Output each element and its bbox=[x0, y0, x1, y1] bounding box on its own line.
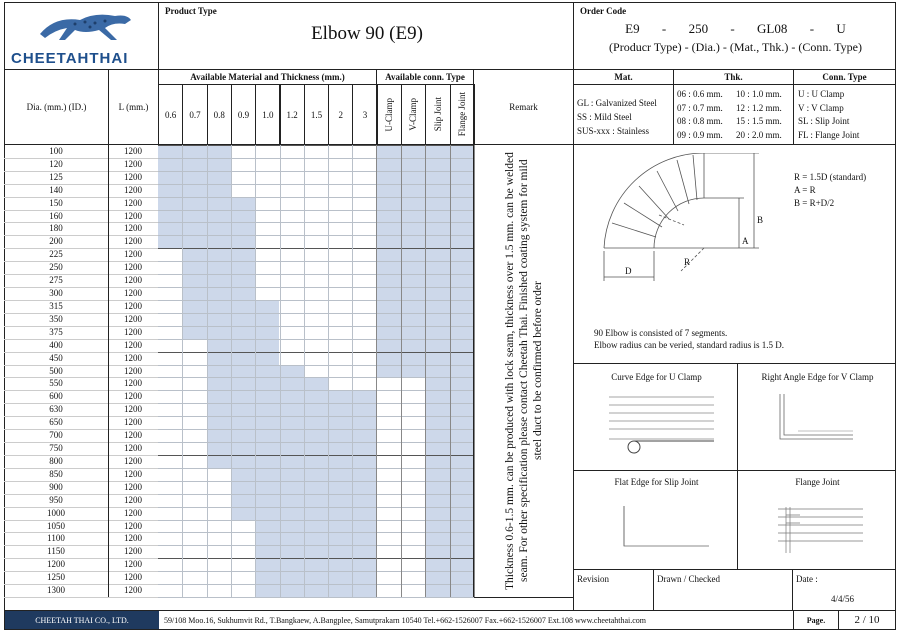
grid-line bbox=[158, 274, 474, 275]
availability-grid bbox=[158, 145, 474, 597]
len-cell: 1200 bbox=[124, 326, 142, 337]
footer-page-label: Page. bbox=[793, 611, 838, 629]
conn-type-header bbox=[376, 84, 402, 145]
dia-cell: 275 bbox=[49, 275, 63, 286]
thickness-range-bar bbox=[255, 571, 377, 584]
dia-cell: 350 bbox=[49, 313, 63, 324]
len-cell: 1200 bbox=[124, 236, 142, 247]
legend-thk-item: 07 : 0.7 mm. bbox=[677, 102, 723, 113]
legend-thk-item: 09 : 0.9 mm. bbox=[677, 129, 723, 140]
cheetah-logo-icon bbox=[35, 6, 135, 46]
thickness-range-bar bbox=[255, 545, 377, 558]
grid-line bbox=[158, 507, 474, 508]
slip-joint-title: Flat Edge for Slip Joint bbox=[614, 477, 699, 487]
dia-cell: 450 bbox=[49, 352, 63, 363]
order-code-part: GL08 bbox=[757, 21, 788, 36]
legend-thk-header: Thk. bbox=[673, 69, 794, 85]
len-cell: 1200 bbox=[124, 313, 142, 324]
grid-line bbox=[158, 145, 474, 146]
thickness-range-bar bbox=[182, 248, 255, 261]
date-label: Date : bbox=[796, 574, 818, 584]
legend-thk-item: 06 : 0.6 mm. bbox=[677, 89, 723, 99]
grid-line bbox=[425, 145, 426, 597]
slip-joint-box bbox=[573, 470, 738, 570]
legend-mat-list bbox=[577, 96, 657, 138]
dia-cell: 750 bbox=[49, 443, 63, 454]
thickness-range-bar bbox=[255, 532, 377, 545]
remark-cell bbox=[478, 150, 570, 592]
thickness-header: 1.2 bbox=[280, 84, 305, 145]
thickness-header: 3 bbox=[352, 84, 377, 145]
footer-address: 59/108 Moo.16, Sukhumvit Rd., T.Bangkaew, A.Bangplee, Samutprakarn 10540 Tel.+662-1526007 Fax.+662-1526007 Ext.108 www.cheetahthai.com bbox=[164, 615, 647, 625]
grid-line bbox=[158, 416, 474, 417]
drawn-label: Drawn / Checked bbox=[657, 574, 720, 584]
thickness-range-bar bbox=[158, 158, 231, 171]
dim-b-label: B bbox=[757, 215, 764, 225]
thickness-range-bar bbox=[207, 352, 280, 365]
grid-line bbox=[158, 481, 474, 482]
grid-line bbox=[158, 377, 474, 378]
len-cell: 1200 bbox=[124, 352, 142, 363]
grid-line bbox=[158, 545, 474, 546]
dia-cell: 700 bbox=[49, 430, 63, 441]
v-clamp-title: Right Angle Edge for V Clamp bbox=[761, 372, 874, 382]
dia-cell: 950 bbox=[49, 494, 63, 505]
dia-cell: 1000 bbox=[47, 507, 65, 518]
len-cell: 1200 bbox=[124, 430, 142, 441]
thickness-range-bar bbox=[255, 584, 377, 597]
grid-line bbox=[158, 339, 474, 340]
formula-list bbox=[794, 171, 866, 210]
grid-line bbox=[450, 145, 451, 597]
grid-line bbox=[401, 145, 402, 597]
len-cell: 1200 bbox=[124, 455, 142, 466]
len-cell: 1200 bbox=[124, 533, 142, 544]
dim-r-label: R bbox=[684, 257, 691, 267]
order-code-part: - bbox=[730, 21, 735, 36]
dia-cell: 150 bbox=[49, 197, 63, 208]
row-divider bbox=[4, 597, 158, 598]
grid-line bbox=[158, 287, 474, 288]
order-code-part: - bbox=[809, 21, 815, 36]
dia-cell: 160 bbox=[49, 210, 63, 221]
dia-cell: 400 bbox=[49, 339, 63, 350]
grid-line bbox=[158, 184, 474, 185]
dia-cell: 200 bbox=[49, 236, 63, 247]
dia-cell: 125 bbox=[49, 171, 63, 182]
grid-line bbox=[158, 300, 474, 301]
thickness-header: 0.9 bbox=[231, 84, 256, 145]
logo-box bbox=[4, 2, 159, 70]
logo-text: CHEETAHTHAI bbox=[11, 50, 129, 67]
thickness-range-bar bbox=[182, 261, 255, 274]
grid-line bbox=[158, 365, 474, 366]
len-cell: 1200 bbox=[124, 300, 142, 311]
legend-thk-list-1 bbox=[677, 88, 723, 142]
grid-line bbox=[158, 494, 474, 495]
thickness-range-bar bbox=[255, 520, 377, 533]
legend-conn-header: Conn. Type bbox=[793, 69, 896, 85]
thickness-range-bar bbox=[207, 339, 280, 352]
len-cell: 1200 bbox=[124, 546, 142, 557]
thickness-range-bar bbox=[182, 287, 255, 300]
grid-line bbox=[158, 520, 474, 521]
grid-line bbox=[158, 326, 474, 327]
legend-conn-item: SL : Slip Joint bbox=[798, 116, 850, 126]
len-cell: 1200 bbox=[124, 223, 142, 234]
conn-type-label: Slip Joint bbox=[432, 97, 443, 132]
grid-line bbox=[158, 455, 474, 456]
grid-line bbox=[231, 145, 232, 597]
len-cell: 1200 bbox=[124, 391, 142, 402]
conn-type-header bbox=[425, 84, 451, 145]
grid-line bbox=[158, 313, 474, 314]
date-cell bbox=[792, 569, 896, 611]
grid-line bbox=[158, 248, 474, 249]
grid-line bbox=[376, 145, 377, 597]
legend-conn-item: V : V Clamp bbox=[798, 102, 844, 113]
dia-cell: 1250 bbox=[47, 572, 65, 583]
order-code-part: - bbox=[661, 21, 667, 36]
dia-cell: 800 bbox=[49, 455, 63, 466]
col-divider bbox=[108, 145, 109, 597]
dia-cell: 180 bbox=[49, 223, 63, 234]
len-cell: 1200 bbox=[124, 171, 142, 182]
grid-line bbox=[158, 532, 474, 533]
grid-line bbox=[158, 261, 474, 262]
legend-mat-item: SS : Mild Steel bbox=[577, 112, 632, 122]
dia-cell: 1150 bbox=[47, 546, 65, 557]
material-header: Available Material and Thickness (mm.) bbox=[158, 69, 377, 85]
footer-company: CHEETAH THAI CO., LTD. bbox=[5, 611, 159, 629]
conn-type-label: Flange Joint bbox=[457, 92, 468, 137]
len-cell: 1200 bbox=[124, 339, 142, 350]
grid-line bbox=[158, 597, 474, 598]
thickness-range-bar bbox=[255, 558, 377, 571]
thickness-header: 2 bbox=[328, 84, 353, 145]
thickness-range-bar bbox=[207, 442, 377, 455]
legend-mat-item: GL : Galvanized Steel bbox=[577, 98, 657, 108]
len-cell: 1200 bbox=[124, 378, 142, 389]
elbow-note-1: 90 Elbow is consisted of 7 segments. bbox=[594, 328, 728, 338]
u-clamp-box bbox=[573, 363, 738, 471]
elbow-note-2: Elbow radius can be veried, standard radius is 1.5 D. bbox=[594, 340, 784, 350]
thickness-range-bar bbox=[158, 145, 231, 158]
thickness-range-bar bbox=[207, 416, 377, 429]
grid-line bbox=[158, 210, 474, 211]
conn-header: Available conn. Type bbox=[376, 69, 474, 85]
len-cell: 1200 bbox=[124, 443, 142, 454]
order-code-label: Order Code bbox=[580, 6, 627, 16]
thickness-header: 0.8 bbox=[207, 84, 232, 145]
col-dia-header: Dia. (mm.) (ID.) bbox=[4, 69, 109, 145]
order-code-part: E9 bbox=[625, 21, 640, 36]
u-clamp-title: Curve Edge for U Clamp bbox=[611, 372, 702, 382]
dia-cell: 1300 bbox=[47, 585, 65, 596]
footer bbox=[4, 610, 896, 630]
dia-cell: 500 bbox=[49, 365, 63, 376]
grid-line bbox=[158, 558, 474, 559]
flange-joint-icon bbox=[768, 499, 868, 559]
len-cell: 1200 bbox=[124, 197, 142, 208]
dia-cell: 315 bbox=[49, 300, 63, 311]
len-cell: 1200 bbox=[124, 404, 142, 415]
product-title: Elbow 90 (E9) bbox=[311, 23, 423, 44]
legend-conn-item: U : U Clamp bbox=[798, 89, 845, 99]
flange-joint-title: Flange Joint bbox=[795, 477, 840, 487]
legend-thk-item: 08 : 0.8 mm. bbox=[677, 116, 723, 126]
product-type-label: Product Type bbox=[165, 6, 217, 16]
len-cell: 1200 bbox=[124, 507, 142, 518]
legend-mat-item: SUS-xxx : Stainless bbox=[577, 126, 650, 136]
len-cell: 1200 bbox=[124, 262, 142, 273]
len-cell: 1200 bbox=[124, 520, 142, 531]
thickness-range-bar bbox=[207, 455, 377, 468]
grid-line bbox=[158, 158, 474, 159]
len-cell: 1200 bbox=[124, 585, 142, 596]
dia-cell: 100 bbox=[49, 146, 63, 156]
len-cell: 1200 bbox=[124, 468, 142, 479]
remark-header: Remark bbox=[473, 69, 574, 145]
dia-cell: 550 bbox=[49, 378, 63, 389]
thickness-header: 1.5 bbox=[304, 84, 329, 145]
thickness-range-bar bbox=[207, 390, 377, 403]
v-clamp-box bbox=[737, 363, 896, 471]
len-cell: 1200 bbox=[124, 210, 142, 221]
legend-thk-item: 15 : 1.5 mm. bbox=[736, 116, 782, 126]
thickness-range-bar bbox=[158, 171, 231, 184]
thickness-range-bar bbox=[207, 377, 329, 390]
legend-conn-item: FL : Flange Joint bbox=[798, 129, 860, 140]
dia-cell: 300 bbox=[49, 288, 63, 299]
order-box bbox=[573, 2, 896, 70]
flange-joint-box bbox=[737, 470, 896, 570]
grid-line bbox=[182, 145, 183, 597]
col-len-header: L (mm.) bbox=[108, 69, 159, 145]
order-code-legend: (Producr Type) - (Dia.) - (Mat., Thk.) - (Conn. Type) bbox=[609, 40, 862, 54]
grid-line bbox=[158, 235, 474, 236]
dia-cell: 1050 bbox=[47, 520, 65, 531]
len-cell: 1200 bbox=[124, 365, 142, 376]
dia-cell: 225 bbox=[49, 249, 63, 260]
grid-line bbox=[158, 429, 474, 430]
dim-a-label: A bbox=[742, 236, 749, 246]
thickness-range-bar bbox=[158, 184, 231, 197]
grid-line bbox=[255, 145, 256, 597]
elbow-drawing-icon bbox=[589, 153, 789, 318]
conn-type-header bbox=[401, 84, 427, 145]
dia-cell: 250 bbox=[49, 262, 63, 273]
grid-line bbox=[280, 145, 281, 597]
len-cell: 1200 bbox=[124, 184, 142, 195]
grid-line bbox=[474, 145, 475, 597]
legend-conn-cell bbox=[793, 84, 896, 145]
legend-thk-item: 10 : 1.0 mm. bbox=[736, 89, 782, 99]
legend-thk-item: 20 : 2.0 mm. bbox=[736, 129, 782, 140]
legend-thk-cell bbox=[673, 84, 794, 145]
grid-line bbox=[352, 145, 353, 597]
formula-line: R = 1.5D (standard) bbox=[794, 172, 867, 182]
grid-line bbox=[158, 442, 474, 443]
footer-page: 2 / 10 bbox=[838, 611, 895, 629]
revision-cell bbox=[573, 569, 654, 611]
col-divider bbox=[473, 145, 474, 597]
grid-line bbox=[207, 145, 208, 597]
dia-cell: 1200 bbox=[47, 559, 65, 570]
v-clamp-edge-icon bbox=[768, 389, 868, 449]
date-value: 4/4/56 bbox=[831, 594, 855, 604]
grid-line bbox=[328, 145, 329, 597]
grid-line bbox=[304, 145, 305, 597]
thickness-range-bar bbox=[207, 403, 377, 416]
dia-cell: 650 bbox=[49, 417, 63, 428]
thickness-range-bar bbox=[182, 274, 255, 287]
order-code-part: 250 bbox=[688, 21, 709, 36]
len-cell: 1200 bbox=[124, 249, 142, 260]
product-box bbox=[158, 2, 574, 70]
legend-mat-header: Mat. bbox=[573, 69, 674, 85]
grid-line bbox=[158, 171, 474, 172]
thickness-header: 0.6 bbox=[158, 84, 183, 145]
drawn-cell bbox=[653, 569, 793, 611]
len-cell: 1200 bbox=[124, 559, 142, 570]
grid-line bbox=[158, 197, 474, 198]
legend-conn-list bbox=[798, 88, 859, 142]
len-cell: 1200 bbox=[124, 481, 142, 492]
legend-thk-list-2 bbox=[736, 88, 782, 142]
revision-label: Revision bbox=[577, 574, 610, 584]
dia-cell: 600 bbox=[49, 391, 63, 402]
dia-cell: 375 bbox=[49, 326, 63, 337]
dia-cell: 140 bbox=[49, 184, 63, 195]
len-cell: 1200 bbox=[124, 288, 142, 299]
elbow-drawing-box bbox=[573, 144, 896, 364]
len-cell: 1200 bbox=[124, 417, 142, 428]
grid-line bbox=[158, 403, 474, 404]
u-clamp-edge-icon bbox=[604, 389, 724, 459]
thickness-header: 0.7 bbox=[182, 84, 207, 145]
conn-type-label: V-Clamp bbox=[408, 98, 419, 131]
grid-line bbox=[158, 468, 474, 469]
len-cell: 1200 bbox=[124, 572, 142, 583]
formula-line: B = R+D/2 bbox=[794, 198, 835, 208]
conn-type-label: U-Clamp bbox=[383, 97, 394, 132]
thickness-header: 1.0 bbox=[255, 84, 280, 145]
len-cell: 1200 bbox=[124, 158, 142, 169]
dia-cell: 630 bbox=[49, 404, 63, 415]
dia-cell: 850 bbox=[49, 468, 63, 479]
grid-line bbox=[158, 222, 474, 223]
grid-line bbox=[158, 390, 474, 391]
legend-mat-cell bbox=[573, 84, 674, 145]
legend-thk-item: 12 : 1.2 mm. bbox=[736, 102, 782, 113]
grid-line bbox=[158, 571, 474, 572]
grid-line bbox=[158, 584, 474, 585]
len-cell: 1200 bbox=[124, 146, 142, 156]
slip-joint-edge-icon bbox=[614, 501, 714, 556]
dim-d-label: D bbox=[625, 266, 632, 276]
len-cell: 1200 bbox=[124, 494, 142, 505]
dia-cell: 900 bbox=[49, 481, 63, 492]
len-cell: 1200 bbox=[124, 275, 142, 286]
conn-type-header bbox=[450, 84, 476, 145]
order-code bbox=[574, 21, 897, 37]
dia-cell: 1100 bbox=[47, 533, 65, 544]
remark-text: Thickness 0.6-1.5 mm. can be produced with lock seam, thickness over 1.5 mm. can be welded seam. For other specification please contact Cheetah Thai. Finished coating system for mild steel duct to be confirmed before order bbox=[504, 152, 544, 590]
thickness-range-bar bbox=[207, 429, 377, 442]
order-code-part: U bbox=[836, 21, 846, 36]
formula-line: A = R bbox=[794, 185, 816, 195]
grid-line bbox=[158, 352, 474, 353]
dia-cell: 120 bbox=[49, 158, 63, 169]
